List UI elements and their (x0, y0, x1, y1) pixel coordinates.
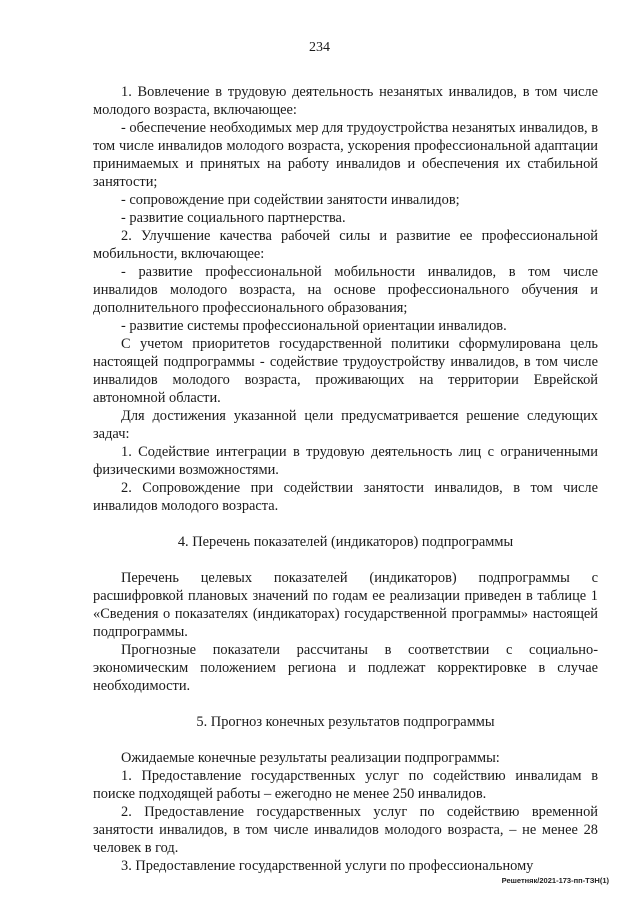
section-heading-5: 5. Прогноз конечных результатов подпрограммы (196, 714, 495, 730)
paragraph-goal: С учетом приоритетов государственной политики сформулирована цель настоящей подпрограммы - содействие трудоустройству инвалидов, в том числе инвалидов молодого возраста, проживающих на территории Еврейской автономной области. (93, 336, 598, 406)
list-item: - развитие системы профессиональной ориентации инвалидов. (121, 318, 507, 334)
list-item: - развитие профессиональной мобильности инвалидов, в том числе инвалидов молодого возраста, на основе профессионального обучения и дополнительного профессионального образования; (93, 264, 598, 316)
paragraph-task-2: 2. Улучшение качества рабочей силы и развитие ее профессиональной мобильности, включающее: (93, 228, 598, 262)
paragraph-tasks-intro: Для достижения указанной цели предусматривается решение следующих задач: (93, 408, 598, 442)
list-item: 3. Предоставление государственной услуги по профессиональному (121, 858, 534, 874)
document-code: Решетняк/2021-173-пп-ТЗН(1) (501, 876, 609, 885)
paragraph-forecast-indicators: Прогнозные показатели рассчитаны в соответствии с социально-экономическим положением региона и подлежат корректировке в случае необходимости. (93, 642, 598, 694)
paragraph-task-1: 1. Вовлечение в трудовую деятельность незанятых инвалидов, в том числе молодого возраста, включающее: (93, 84, 598, 118)
document-body (93, 83, 598, 875)
list-item: 1. Содействие интеграции в трудовую деятельность лиц с ограниченными физическими возможностями. (93, 444, 598, 478)
list-item: 1. Предоставление государственных услуг по содействию инвалидам в поиске подходящей работы – ежегодно не менее 250 инвалидов. (93, 768, 598, 802)
list-item: - развитие социального партнерства. (121, 210, 346, 226)
list-item: - обеспечение необходимых мер для трудоустройства незанятых инвалидов, в том числе инвалидов молодого возраста, ускорения профессиональной адаптации принимаемых и принятых на работу инвалидов и обеспечения их стабильной занятости; (93, 120, 598, 190)
paragraph-expected-results: Ожидаемые конечные результаты реализации подпрограммы: (121, 750, 500, 766)
list-item: 2. Сопровождение при содействии занятости инвалидов, в том числе инвалидов молодого возраста. (93, 480, 598, 514)
list-item: - сопровождение при содействии занятости инвалидов; (121, 192, 460, 208)
paragraph-indicators: Перечень целевых показателей (индикаторов) подпрограммы с расшифровкой плановых значений по годам ее реализации приведен в таблице 1 «Сведения о показателях (индикаторах) государственной программы» настоящей подпрограммы. (93, 570, 598, 640)
section-heading-4: 4. Перечень показателей (индикаторов) подпрограммы (177, 534, 514, 550)
page-number: 234 (309, 40, 330, 55)
list-item: 2. Предоставление государственных услуг по содействию временной занятости инвалидов, в том числе инвалидов молодого возраста, – не менее 28 человек в год. (93, 804, 598, 856)
